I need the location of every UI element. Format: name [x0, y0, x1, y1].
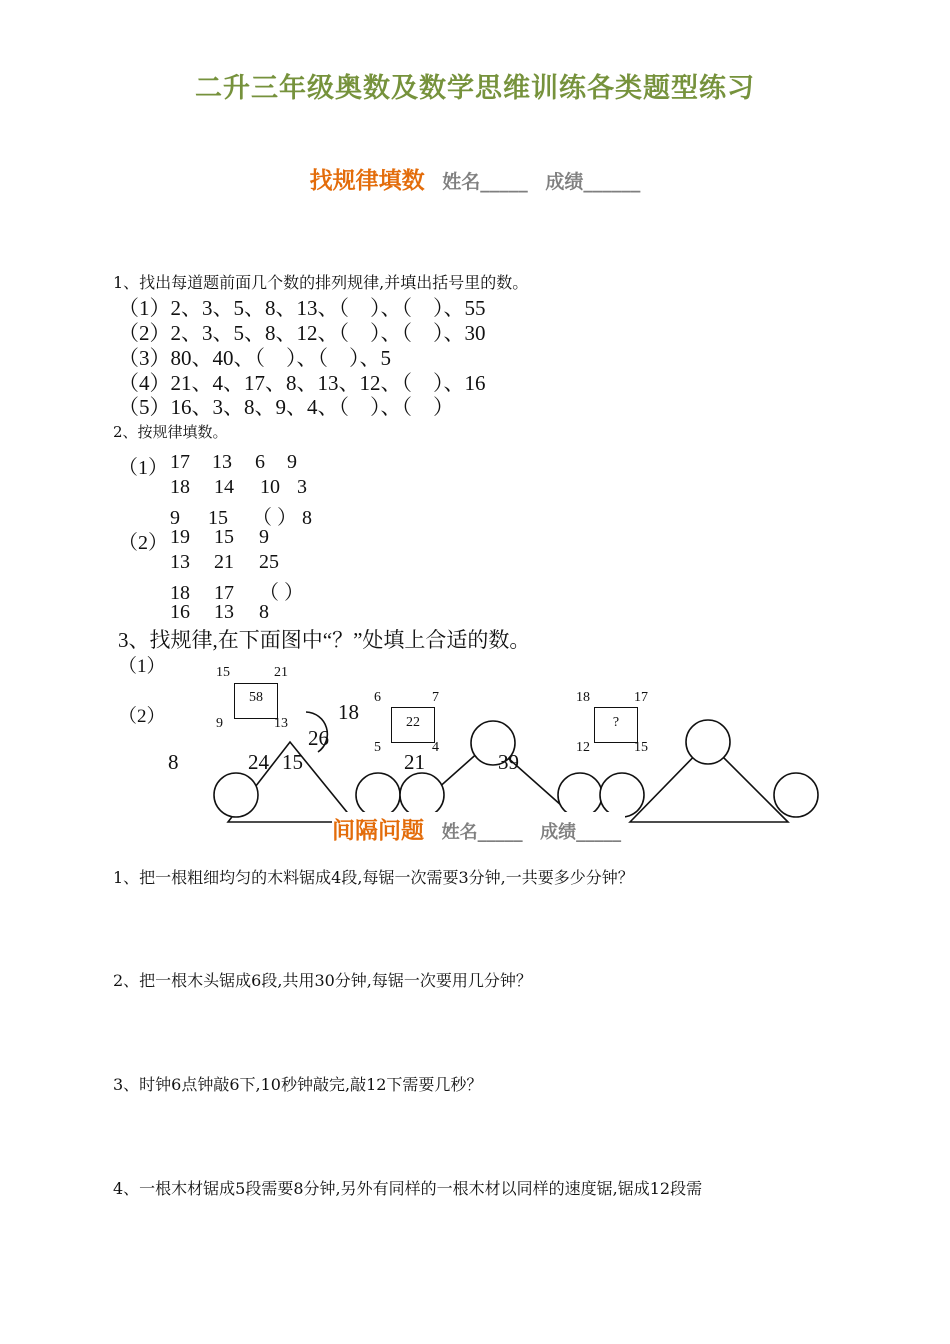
grid-cell: 15 — [214, 526, 234, 548]
question-3-part-label: （2） — [118, 706, 166, 727]
grid-cell: 10 — [260, 476, 280, 498]
grid-cell: 13 — [170, 551, 190, 573]
circle — [400, 773, 444, 817]
corner-number: 5 — [374, 740, 381, 755]
grid-cell: （ ） — [259, 582, 304, 604]
question-1-item: （2）2、3、5、8、12、（ ）、（ ）、30 — [118, 321, 486, 345]
corner-number: 4 — [432, 740, 439, 755]
grid-cell: 13 — [214, 601, 234, 623]
interval-question: 4、一根木材锯成5段需要8分钟,另外有同样的一根木材以同样的速度锯,锯成12段需 — [113, 1179, 703, 1198]
score-field-label: 成绩_____ — [540, 822, 622, 843]
question-2-prompt: 2、按规律填数。 — [113, 423, 228, 441]
circle — [214, 773, 258, 817]
interval-question: 1、把一根粗细均匀的木料锯成4段,每锯一次需要3分钟,一共要多少分钟？ — [113, 868, 634, 887]
circle — [356, 773, 400, 817]
section-title: 间隔问题 — [332, 818, 424, 844]
interval-question: 2、把一根木头锯成6段,共用30分钟,每锯一次要用几分钟？ — [113, 971, 532, 990]
circle — [686, 720, 730, 764]
grid-part-label: （2） — [118, 532, 168, 554]
circle — [600, 773, 644, 817]
corner-number: 15 — [216, 665, 230, 680]
corner-number: 17 — [634, 690, 648, 705]
figure-number: 21 — [404, 750, 425, 774]
section-title: 找规律填数 — [309, 168, 425, 194]
question-1-item: （3）80、40、（ ）、（ ）、5 — [118, 346, 391, 370]
question-1-item: （4）21、4、17、8、13、12、（ ）、16 — [118, 371, 486, 395]
score-field-label: 成绩______ — [545, 171, 641, 193]
corner-number: 7 — [432, 690, 439, 705]
grid-cell: 21 — [214, 551, 234, 573]
figure-number: 24 — [248, 750, 269, 774]
grid-part-label: （1） — [118, 457, 168, 479]
grid-cell: 3 — [297, 476, 307, 498]
circle — [558, 773, 602, 817]
box-center-number: 58 — [249, 690, 263, 705]
grid-cell: 13 — [212, 451, 232, 473]
grid-cell: 16 — [170, 601, 190, 623]
grid-cell: 8 — [259, 601, 269, 623]
name-field-label: 姓名_____ — [442, 171, 528, 193]
corner-number: 6 — [374, 690, 381, 705]
grid-cell: 6 — [255, 451, 265, 473]
number-box — [594, 707, 638, 743]
question-1-item: （1）2、3、5、8、13、（ ）、（ ）、55 — [118, 296, 486, 320]
grid-cell: 15 — [208, 507, 228, 529]
grid-cell: 25 — [259, 551, 279, 573]
number-box — [391, 707, 435, 743]
grid-cell: （ ） — [252, 507, 297, 529]
corner-number: 15 — [634, 740, 648, 755]
grid-cell: 17 — [214, 582, 234, 604]
grid-cell: 19 — [170, 526, 190, 548]
grid-cell: 9 — [259, 526, 269, 548]
grid-cell: 9 — [287, 451, 297, 473]
corner-number: 12 — [576, 740, 590, 755]
question-3-prompt: 3、找规律,在下面图中“？”处填上合适的数。 — [118, 628, 531, 652]
page-title: 二升三年级奥数及数学思维训练各类题型练习 — [195, 73, 755, 104]
grid-cell: 14 — [214, 476, 234, 498]
circle — [774, 773, 818, 817]
grid-cell: 8 — [302, 507, 312, 529]
interval-question: 3、时钟6点钟敲6下,10秒钟敲完,敲12下需要几秒？ — [113, 1075, 483, 1094]
box-center-number: 22 — [406, 715, 420, 730]
figure-number: 8 — [168, 750, 179, 774]
figure-number: 39 — [498, 750, 519, 774]
question-3-part-label: （1） — [118, 656, 166, 677]
figure-number: 15 — [282, 750, 303, 774]
grid-cell: 9 — [170, 507, 180, 529]
figure-number: 26 — [308, 726, 329, 750]
corner-number: 18 — [576, 690, 590, 705]
name-field-label: 姓名_____ — [441, 822, 523, 843]
grid-cell: 18 — [170, 476, 190, 498]
figure-number: 18 — [338, 700, 359, 724]
number-box — [234, 683, 278, 719]
corner-number: 13 — [274, 716, 288, 731]
question-1-item: （5）16、3、8、9、4、（ ）、（ ） — [118, 395, 454, 419]
corner-number: 9 — [216, 716, 223, 731]
section-heading-interval — [332, 812, 625, 845]
question-1-prompt: 1、找出每道题前面几个数的排列规律,并填出括号里的数。 — [113, 273, 529, 292]
grid-cell: 17 — [170, 451, 190, 473]
corner-number: 21 — [274, 665, 288, 680]
grid-cell: 18 — [170, 582, 190, 604]
box-center-number: ? — [612, 715, 620, 730]
